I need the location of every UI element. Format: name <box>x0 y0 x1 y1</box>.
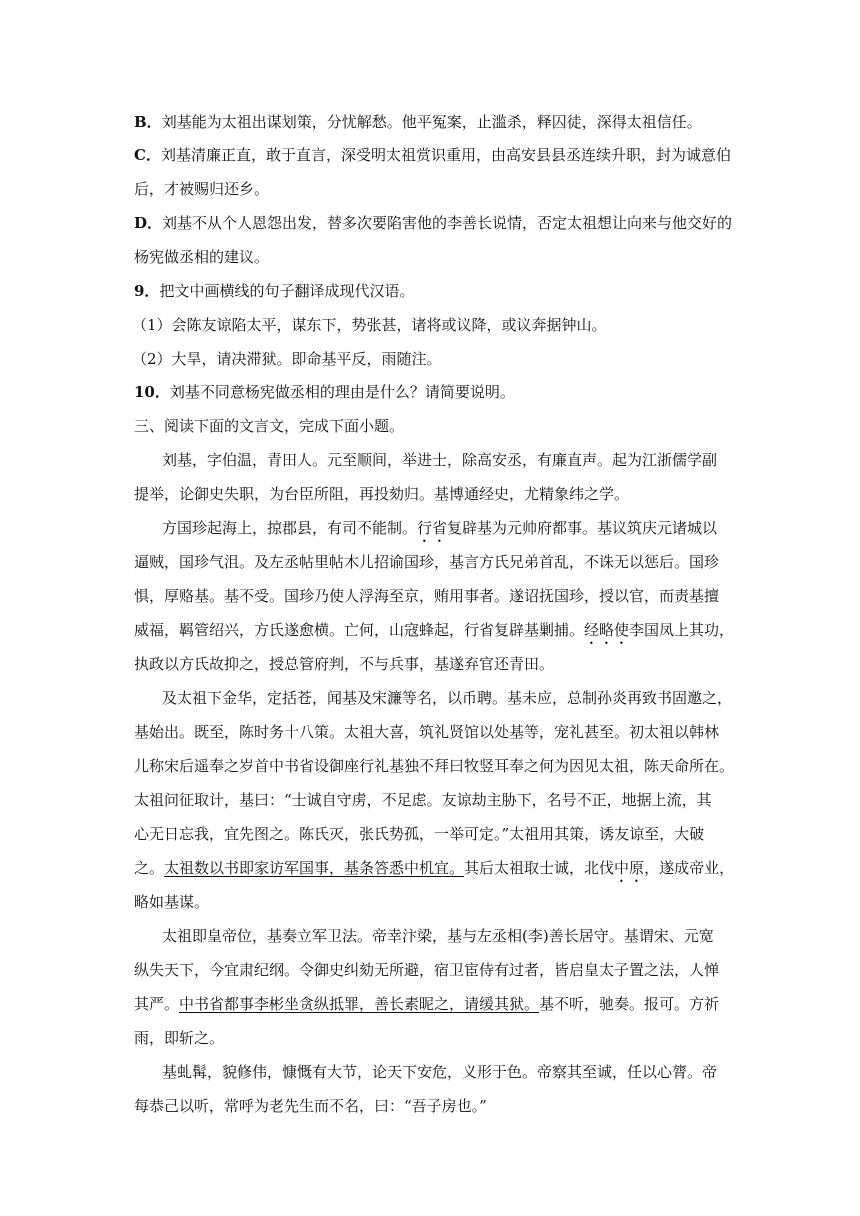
option-c-line1: C．刘基清廉正直，敢于直言，深受明太祖赏识重用，由高安县县丞连续升职，封为诚意伯 <box>134 146 731 164</box>
passage-line: 其严。中书省都事李彬坐贪纵抵罪，善长素昵之，请缓其狱。基不听，驰奏。报可。方祈 <box>134 995 720 1013</box>
option-c-line2: 后，才被赐归还乡。 <box>134 180 270 198</box>
passage-line: 逼贼，国珍气沮。及左丞帖里帖木儿招谕国珍，基言方氏兄弟首乱，不诛无以惩后。国珍 <box>134 553 720 571</box>
passage-line: 太祖即皇帝位，基奏立军卫法。帝幸汴梁，基与左丞相(李)善长居守。基谓宋、元宽 <box>162 927 714 945</box>
question-10: 10．刘基不同意杨宪做丞相的理由是什么？请简要说明。 <box>134 383 515 401</box>
section-3-heading: 三、阅读下面的文言文，完成下面小题。 <box>134 417 405 435</box>
passage-line: 略如基谋。 <box>134 893 210 911</box>
emphasized-word: 中原 <box>614 859 645 877</box>
emphasized-word: 经略使 <box>584 621 630 639</box>
passage-line: 之。太祖数以书即家访军国事，基条答悉中机宜。其后太祖取士诚，北伐中原，遂成帝业， <box>134 859 734 877</box>
option-d-line2: 杨宪做丞相的建议。 <box>134 248 270 266</box>
emphasized-word: 行省 <box>417 519 448 537</box>
passage-line: 基始出。既至，陈时务十八策。太祖大喜，筑礼贤馆以处基等，宠礼甚至。初太祖以韩林 <box>134 723 720 741</box>
passage-line: 及太祖下金华，定括苍，闻基及宋濂等名，以币聘。基未应，总制孙炎再致书固邀之， <box>162 689 733 707</box>
passage-line: 每恭己以听，常呼为老先生而不名，曰：“吾子房也。” <box>134 1097 487 1115</box>
option-b: B．刘基能为太祖出谋划策，分忧解愁。他平冤案，止滥杀，释囚徒，深得太祖信任。 <box>134 113 702 131</box>
passage-line: 儿称宋后遥奉之岁首中书省设御座行礼基独不拜曰牧竖耳奉之何为因见太祖，陈天命所在。 <box>134 757 734 775</box>
question-9-part-2: （2）大旱，请决滞狱。即命基平反，雨随注。 <box>132 350 442 368</box>
passage-line: 心无日忘我，宜先图之。陈氏灭，张氏势孤，一举可定。”太祖用其策，诱友谅至，大破 <box>134 825 705 843</box>
option-d-line1: D．刘基不从个人恩怨出发，替多次要陷害他的李善长说情，否定太祖想让向来与他交好的 <box>134 214 733 232</box>
passage-line: 惧，厚赂基。基不受。国珍乃使人浮海至京，贿用事者。遂诏抚国珍，授以官，而责基擅 <box>134 587 720 605</box>
question-9: 9．把文中画横线的句子翻译成现代汉语。 <box>134 282 415 300</box>
passage-line: 纵失天下，今宜肃纪纲。令御史纠劾无所避，宿卫宦侍有过者，皆启皇太子置之法，人惮 <box>134 961 720 979</box>
passage-line: 威福，羁管绍兴，方氏遂愈横。亡何，山寇蜂起，行省复辟基剿捕。经略使李国凤上其功， <box>134 621 734 639</box>
passage-line: 雨，即斩之。 <box>134 1029 225 1047</box>
passage-line: 方国珍起海上，掠郡县，有司不能制。行省复辟基为元帅府都事。基议筑庆元诸城以 <box>162 519 718 537</box>
passage-line: 基虬髯，貌修伟，慷慨有大节，论天下安危，义形于色。帝察其至诚，任以心膂。帝 <box>162 1063 718 1081</box>
passage-line: 提举，论御史失职，为台臣所阻，再投劾归。基博通经史，尤精象纬之学。 <box>134 485 630 503</box>
passage-line: 刘基，字伯温，青田人。元至顺间，举进士，除高安丞，有廉直声。起为江浙儒学副 <box>162 451 718 469</box>
question-9-part-1: （1）会陈友谅陷太平，谋东下，势张甚，诸将或议降，或议奔据钟山。 <box>132 316 607 334</box>
passage-line: 太祖问征取计，基曰：“士诚自守虏，不足虑。友谅劫主胁下，名号不正，地据上流，其 <box>134 791 712 809</box>
underlined-sentence: 中书省都事李彬坐贪纵抵罪，善长素昵之，请缓其狱。 <box>179 995 540 1013</box>
passage-line: 执政以方氏故抑之，授总管府判，不与兵事，基遂弃官还青田。 <box>134 655 555 673</box>
underlined-sentence: 太祖数以书即家访军国事，基条答悉中机宜。 <box>164 859 465 877</box>
